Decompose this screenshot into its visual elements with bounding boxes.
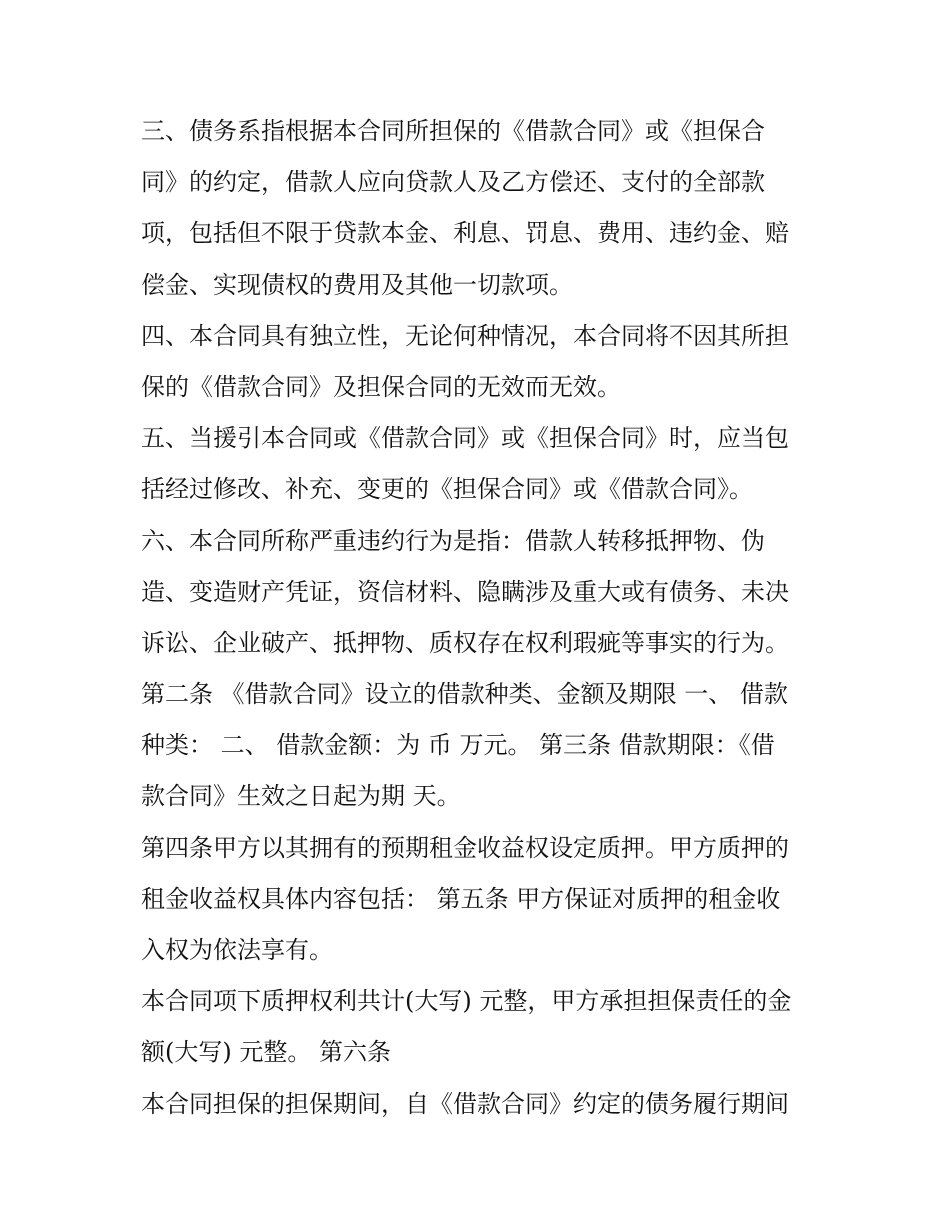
document-body bbox=[141, 106, 821, 1130]
text-line: 入权为依法享有。 bbox=[141, 936, 333, 964]
text-line: 同》的约定，借款人应向贷款人及乙方偿还、支付的全部款 bbox=[141, 168, 765, 197]
text-line: 本合同项下质押权利共计(大写) 元整，甲方承担担保责任的金 bbox=[141, 987, 792, 1016]
text-line: 六、本合同所称严重违约行为是指：借款人转移抵押物、伪 bbox=[141, 526, 765, 555]
text-line: 偿金、实现债权的费用及其他一切款项。 bbox=[141, 270, 573, 299]
text-line: 括经过修改、补充、变更的《担保合同》或《借款合同》。 bbox=[141, 475, 753, 504]
text-line: 本合同担保的担保期间，自《借款合同》约定的债务履行期间 bbox=[141, 1089, 789, 1118]
text-line: 诉讼、企业破产、抵押物、质权存在权利瑕疵等事实的行为。 bbox=[141, 628, 789, 657]
text-line: 租金收益权具体内容包括： 第五条 甲方保证对质押的租金收 bbox=[141, 884, 781, 913]
text-line: 四、本合同具有独立性，无论何种情况，本合同将不因其所担 bbox=[141, 321, 789, 350]
text-line: 三、债务系指根据本合同所担保的《借款合同》或《担保合 bbox=[141, 117, 765, 145]
text-line: 额(大写) 元整。 第六条 bbox=[141, 1038, 391, 1067]
text-line: 项，包括但不限于贷款本金、利息、罚息、费用、违约金、赔 bbox=[141, 219, 789, 248]
text-line: 保的《借款合同》及担保合同的无效而无效。 bbox=[141, 372, 621, 401]
text-line: 第四条甲方以其拥有的预期租金收益权设定质押。甲方质押的 bbox=[141, 833, 789, 862]
text-line: 五、当援引本合同或《借款合同》或《担保合同》时，应当包 bbox=[141, 424, 789, 453]
text-line: 造、变造财产凭证，资信材料、隐瞒涉及重大或有债务、未决 bbox=[141, 577, 789, 606]
text-line: 种类： 二、 借款金额：为 币 万元。 第三条 借款期限：《借 bbox=[141, 731, 775, 760]
text-line: 第二条 《借款合同》设立的借款种类、金额及期限 一、 借款 bbox=[141, 680, 788, 709]
text-line: 款合同》生效之日起为期 天。 bbox=[141, 782, 461, 811]
